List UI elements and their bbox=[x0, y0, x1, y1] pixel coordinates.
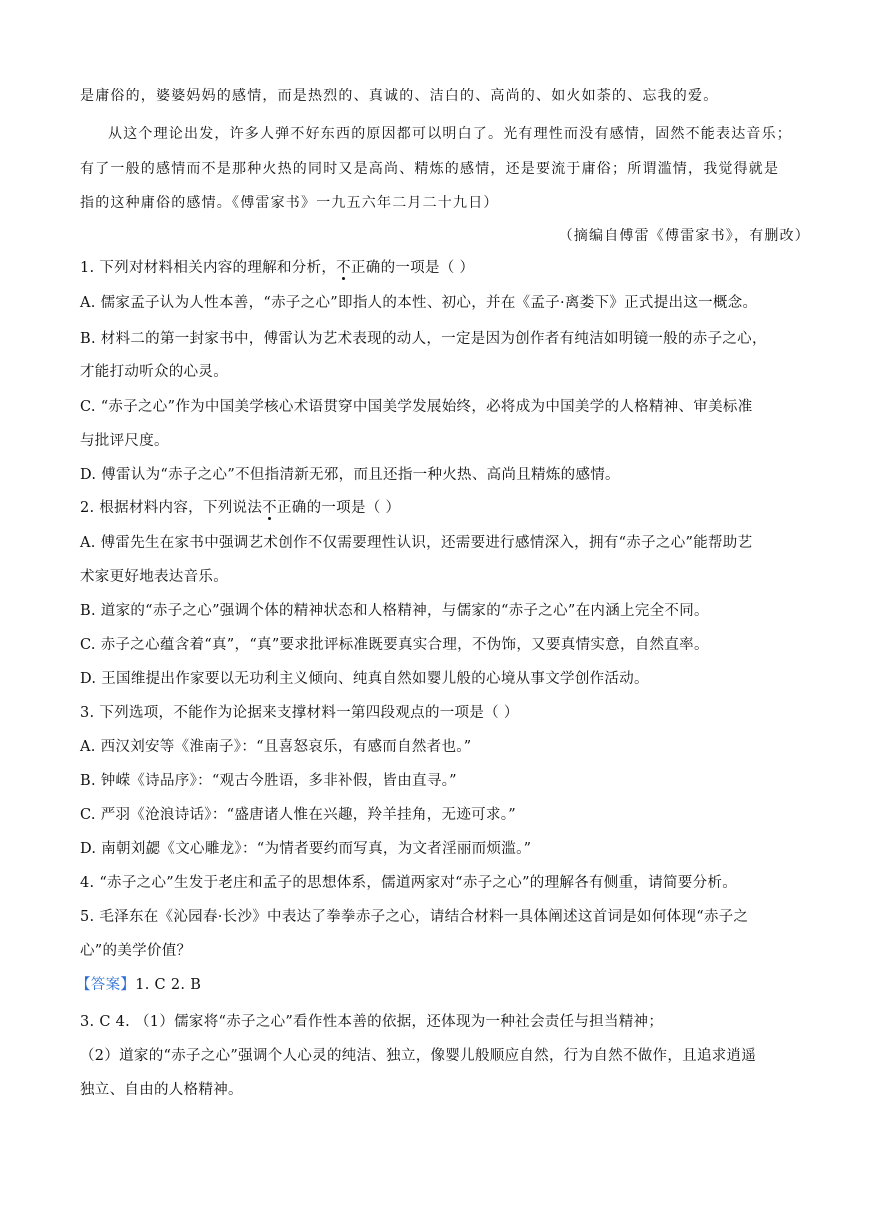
question-2-option-c: C. 赤子之心蕴含着“真”，“真”要求批评标准既要真实合理，不伪饰，又要真情实意，自然直率。 bbox=[80, 637, 709, 653]
material-paragraph-2-line-1: 从这个理论出发，许多人弹不好东西的原因都可以明白了。光有理性而没有感情，固然不能表达音乐； bbox=[108, 126, 792, 142]
question-5-stem-line-2: 心”的美学价值？ bbox=[80, 943, 192, 959]
question-2-stem: 2. 根据材料内容，下列说法不正确的一项是（ ） bbox=[80, 500, 401, 516]
answer-line-2: 3. C 4. （1）儒家将“赤子之心”看作性本善的依据，还体现为一种社会责任与担当精神； bbox=[80, 1014, 664, 1030]
material-paragraph-1: 是庸俗的，婆婆妈妈的感情，而是热烈的、真诚的、洁白的、高尚的、如火如荼的、忘我的爱。 bbox=[80, 88, 719, 104]
question-3-option-b: B. 钟嵘《诗品序》：“观古今胜语，多非补假，皆由直寻。” bbox=[80, 773, 457, 789]
emphasis-dot: 不 bbox=[262, 500, 277, 516]
answer-tag: 【答案】 bbox=[76, 977, 136, 993]
question-2-option-a-line-2: 术家更好地表达音乐。 bbox=[80, 569, 228, 585]
question-1-option-b-line-2: 才能打动听众的心灵。 bbox=[80, 364, 228, 380]
question-1-option-c-line-1: C. “赤子之心”作为中国美学核心术语贯穿中国美学发展始终，必将成为中国美学的人格精神、审美标准 bbox=[80, 399, 753, 415]
answer-line-1: 【答案】1. C 2. B bbox=[76, 977, 202, 993]
question-3-option-a: A. 西汉刘安等《淮南子》：“且喜怒哀乐，有感而自然者也。” bbox=[80, 739, 472, 755]
question-4-stem: 4. “赤子之心”生发于老庄和孟子的思想体系，儒道两家对“赤子之心”的理解各有侧重，请简要分析。 bbox=[80, 875, 737, 891]
material-source: （摘编自傅雷《傅雷家书》，有删改） bbox=[558, 228, 810, 244]
answer-line-4: 独立、自由的人格精神。 bbox=[80, 1082, 243, 1098]
question-5-stem-line-1: 5. 毛泽东在《沁园春·长沙》中表达了拳拳赤子之心，请结合材料一具体阐述这首词是如何体现“赤子之 bbox=[80, 909, 749, 925]
question-1-option-b-line-1: B. 材料二的第一封家书中，傅雷认为艺术表现的动人，一定是因为创作者有纯洁如明镜一般的赤子之心， bbox=[80, 331, 767, 347]
material-paragraph-2-line-3: 指的这种庸俗的感情。《傅雷家书》一九五六年二月二十九日） bbox=[80, 195, 499, 211]
question-1-stem: 1. 下列对材料相关内容的理解和分析，不正确的一项是（ ） bbox=[80, 260, 475, 276]
question-2-option-d: D. 王国维提出作家要以无功利主义倾向、纯真自然如婴儿般的心境从事文学创作活动。 bbox=[80, 671, 649, 687]
question-3-option-d: D. 南朝刘勰《文心雕龙》：“为情者要约而写真，为文者淫丽而烦滥。” bbox=[80, 841, 532, 857]
question-3-stem: 3. 下列选项，不能作为论据来支撑材料一第四段观点的一项是（ ） bbox=[80, 705, 519, 721]
question-1-option-c-line-2: 与批评尺度。 bbox=[80, 433, 169, 449]
question-1-option-a: A. 儒家孟子认为人性本善，“赤子之心”即指人的本性、初心，并在《孟子·离娄下》正式提出这一概念。 bbox=[80, 295, 758, 311]
question-1-option-d: D. 傅雷认为“赤子之心”不但指清新无邪，而且还指一种火热、高尚且精炼的感情。 bbox=[80, 467, 620, 483]
question-2-option-b: B. 道家的“赤子之心”强调个体的精神状态和人格精神，与儒家的“赤子之心”在内涵上完全不同。 bbox=[80, 603, 709, 619]
material-paragraph-2-line-2: 有了一般的感情而不是那种火热的同时又是高尚、精炼的感情，还是要流于庸俗；所谓滥情，我觉得就是 bbox=[80, 161, 780, 177]
question-3-option-c: C. 严羽《沧浪诗话》：“盛唐诸人惟在兴趣，羚羊挂角，无迹可求。” bbox=[80, 807, 517, 823]
emphasis-dot: 不 bbox=[336, 260, 351, 276]
question-2-option-a-line-1: A. 傅雷先生在家书中强调艺术创作不仅需要理性认识，还需要进行感情深入，拥有“赤子之心”能帮助艺 bbox=[80, 535, 753, 551]
answer-line-3: （2）道家的“赤子之心”强调个人心灵的纯洁、独立，像婴儿般顺应自然，行为自然不做作，且追求逍遥 bbox=[80, 1048, 757, 1064]
